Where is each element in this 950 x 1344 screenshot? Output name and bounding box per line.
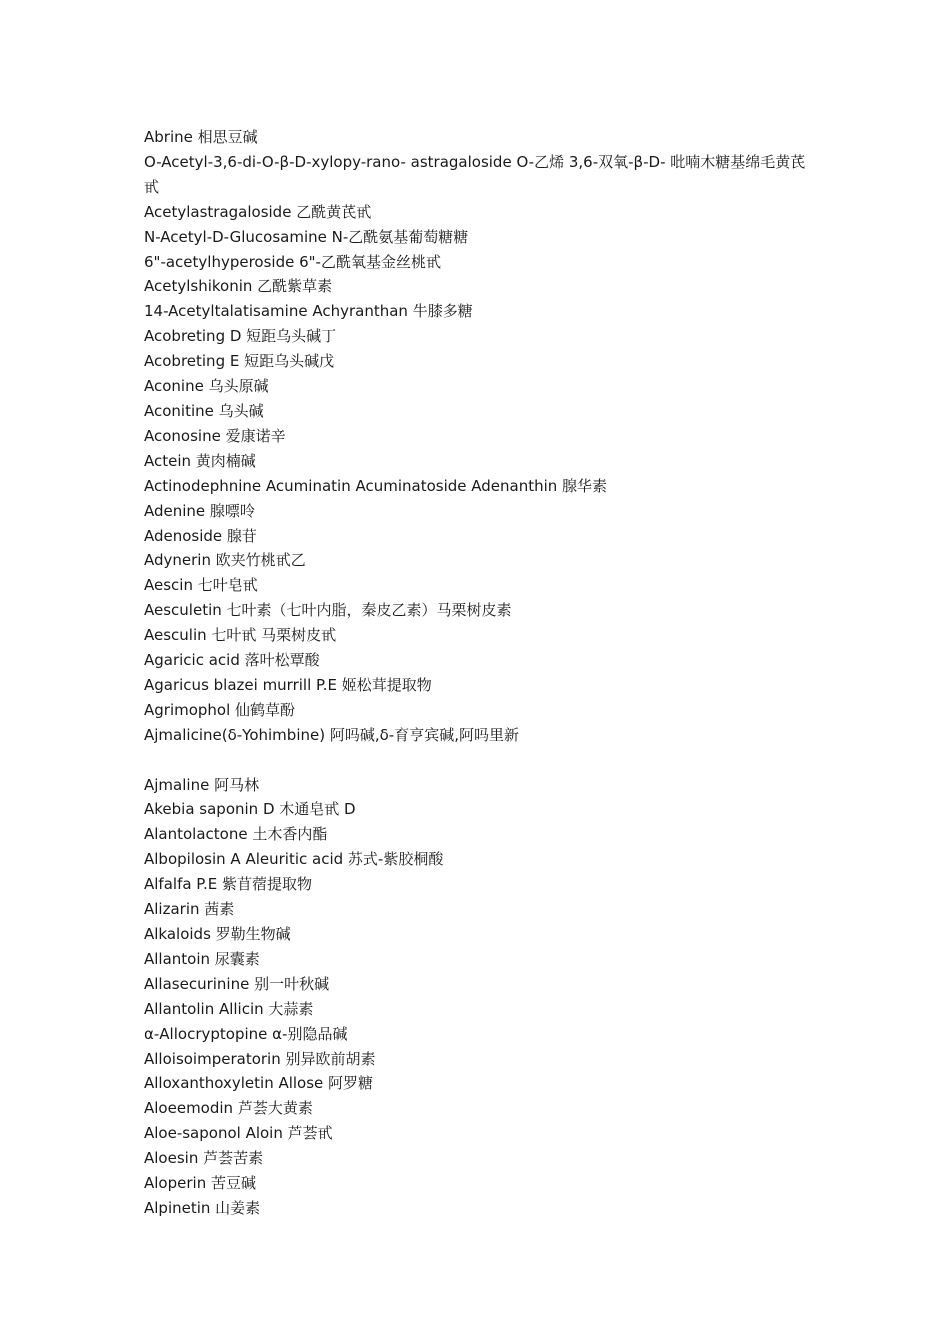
list-item: Acobreting E 短距乌头碱戊 xyxy=(144,352,335,371)
list-item: Akebia saponin D 木通皂甙 D xyxy=(144,800,356,819)
compound-list xyxy=(144,125,814,1221)
list-item: Acetylastragaloside 乙酰黄芪甙 xyxy=(144,202,372,221)
list-item: Adenine 腺嘌呤 xyxy=(144,501,255,520)
list-item: Abrine 相思豆碱 xyxy=(144,128,258,146)
list-item: 14-Acetyltalatisamine Achyranthan 牛膝多糖 xyxy=(144,302,473,321)
list-item: Aloperin 苦豆碱 xyxy=(144,1174,256,1193)
list-item: Acetylshikonin 乙酰紫草素 xyxy=(144,277,333,296)
list-item: Aconine 乌头原碱 xyxy=(144,377,269,396)
list-item: Alfalfa P.E 紫苜蓿提取物 xyxy=(144,875,313,894)
list-item: Aconosine 爱康诺辛 xyxy=(144,426,286,445)
list-item: Alloxanthoxyletin Allose 阿罗糖 xyxy=(144,1074,374,1093)
list-item: Alloisoimperatorin 别异欧前胡素 xyxy=(144,1049,376,1068)
list-item: Aloe-saponol Aloin 芦荟甙 xyxy=(144,1124,333,1143)
list-item: Aconitine 乌头碱 xyxy=(144,401,264,420)
list-item: Acobreting D 短距乌头碱丁 xyxy=(144,327,337,346)
list-item: Allasecurinine 别一叶秋碱 xyxy=(144,974,330,993)
list-item: Aesculetin 七叶素（七叶内脂，秦皮乙素）马栗树皮素 xyxy=(144,601,512,620)
list-item: Alpinetin 山姜素 xyxy=(144,1198,261,1217)
blank-line xyxy=(144,748,814,773)
list-item: Aesculin 七叶甙 马栗树皮甙 xyxy=(144,626,337,645)
list-item: 6"-acetylhyperoside 6"-乙酰氧基金丝桃甙 xyxy=(144,252,441,271)
list-item: Actein 黄肉楠碱 xyxy=(144,451,256,470)
list-item: Adenoside 腺苷 xyxy=(144,526,257,545)
list-item: Albopilosin A Aleuritic acid 苏式-紫胶桐酸 xyxy=(144,850,444,869)
list-item: N-Acetyl-D-Glucosamine N-乙酰氨基葡萄糖糖 xyxy=(144,227,469,246)
list-item: Agrimophol 仙鹤草酚 xyxy=(144,700,296,719)
list-item: Agaricic acid 落叶松覃酸 xyxy=(144,651,320,670)
list-item: O-Acetyl-3,6-di-O-β-D-xylopy-rano- astragaloside O-乙烯 3,6-双氧-β-D- 吡喃木糖基绵毛黄芪甙 xyxy=(144,152,806,196)
list-item: Ajmalicine(δ-Yohimbine) 阿吗碱,δ-育亨宾碱,阿吗里新 xyxy=(144,725,519,744)
list-item: Alantolactone 土木香内酯 xyxy=(144,825,328,844)
list-item: Aloesin 芦荟苦素 xyxy=(144,1149,264,1168)
list-item: Allantoin 尿囊素 xyxy=(144,949,260,968)
list-item: Ajmaline 阿马林 xyxy=(144,775,260,794)
list-item: Alkaloids 罗勒生物碱 xyxy=(144,924,291,943)
list-item: Allantolin Allicin 大蒜素 xyxy=(144,999,314,1018)
list-item: Actinodephnine Acuminatin Acuminatoside Adenanthin 腺华素 xyxy=(144,476,608,495)
list-item: α-Allocryptopine α-别隐品碱 xyxy=(144,1024,348,1043)
list-item: Agaricus blazei murrill P.E 姬松茸提取物 xyxy=(144,675,432,694)
list-item: Aescin 七叶皂甙 xyxy=(144,576,258,595)
list-item: Alizarin 茜素 xyxy=(144,900,235,919)
list-item: Adynerin 欧夹竹桃甙乙 xyxy=(144,551,306,570)
list-item: Aloeemodin 芦荟大黄素 xyxy=(144,1099,313,1118)
